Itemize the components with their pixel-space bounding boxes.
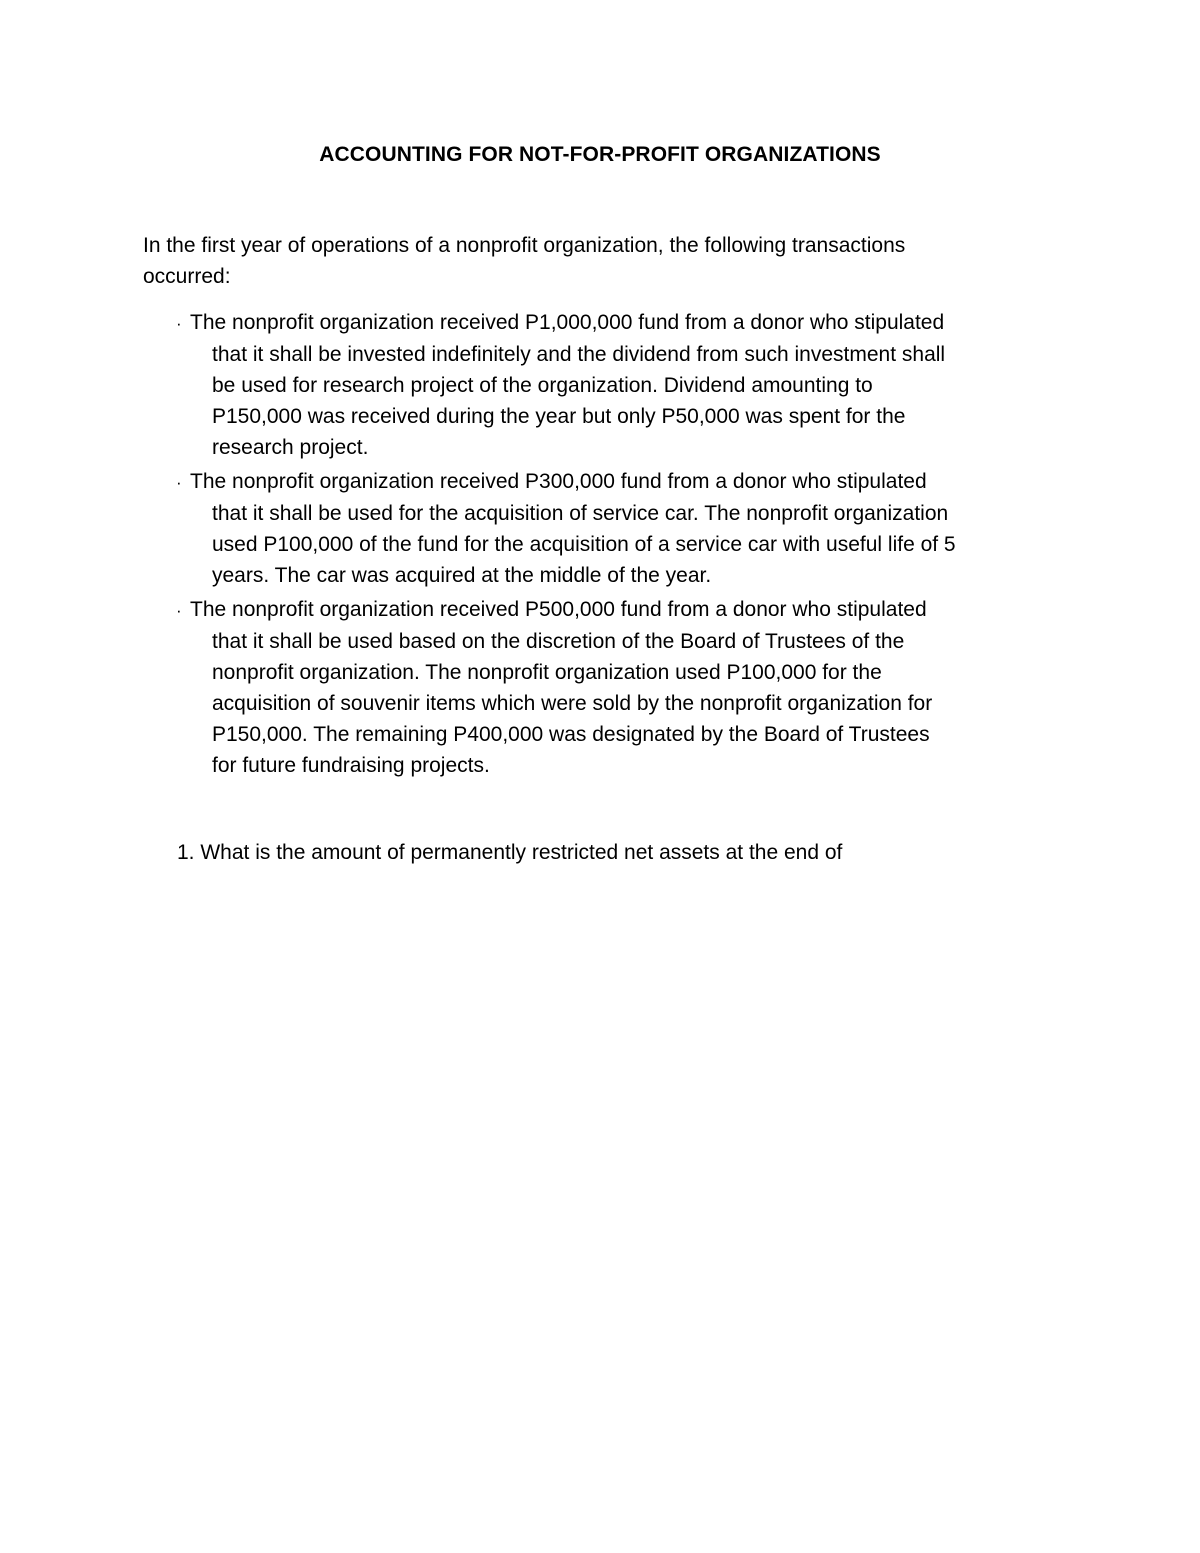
transaction-text-line: that it shall be used for the acquisition of service car. The nonprofit organization <box>212 502 949 525</box>
transaction-text-line: that it shall be invested indefinitely and the dividend from such investment shall <box>212 343 946 366</box>
transaction-item-1 <box>176 307 1076 463</box>
transaction-text-line: The nonprofit organization received P500,000 fund from a donor who stipulated <box>190 598 927 621</box>
intro-paragraph <box>143 230 1023 292</box>
transaction-text-line: years. The car was acquired at the middle of the year. <box>212 564 712 587</box>
transaction-item-3 <box>176 594 1076 781</box>
bullet-icon: · <box>176 601 182 620</box>
bullet-icon: · <box>176 473 182 492</box>
document-title: ACCOUNTING FOR NOT-FOR-PROFIT ORGANIZATIONS <box>319 143 881 166</box>
transaction-text-line: research project. <box>212 436 369 459</box>
bullet-icon: · <box>176 314 182 333</box>
intro-line-2: occurred: <box>143 265 231 288</box>
transaction-text-line: The nonprofit organization received P1,000,000 fund from a donor who stipulated <box>190 311 945 334</box>
transaction-text-line: for future fundraising projects. <box>212 754 490 777</box>
transaction-text-line: used P100,000 of the fund for the acquisition of a service car with useful life of 5 <box>212 533 956 556</box>
transaction-text-line: The nonprofit organization received P300,000 fund from a donor who stipulated <box>190 470 927 493</box>
question-1: 1. What is the amount of permanently restricted net assets at the end of <box>177 841 843 864</box>
transaction-text-line: acquisition of souvenir items which were sold by the nonprofit organization for <box>212 692 933 715</box>
transaction-text-line: be used for research project of the organization. Dividend amounting to <box>212 374 873 397</box>
intro-line-1: In the first year of operations of a nonprofit organization, the following transactions <box>143 234 906 257</box>
transaction-text-line: nonprofit organization. The nonprofit organization used P100,000 for the <box>212 661 882 684</box>
transaction-list <box>176 307 1076 784</box>
transaction-text-line: P150,000. The remaining P400,000 was designated by the Board of Trustees <box>212 723 930 746</box>
transaction-text-line: that it shall be used based on the discretion of the Board of Trustees of the <box>212 630 905 653</box>
transaction-text-line: P150,000 was received during the year but only P50,000 was spent for the <box>212 405 906 428</box>
transaction-item-2 <box>176 466 1076 591</box>
